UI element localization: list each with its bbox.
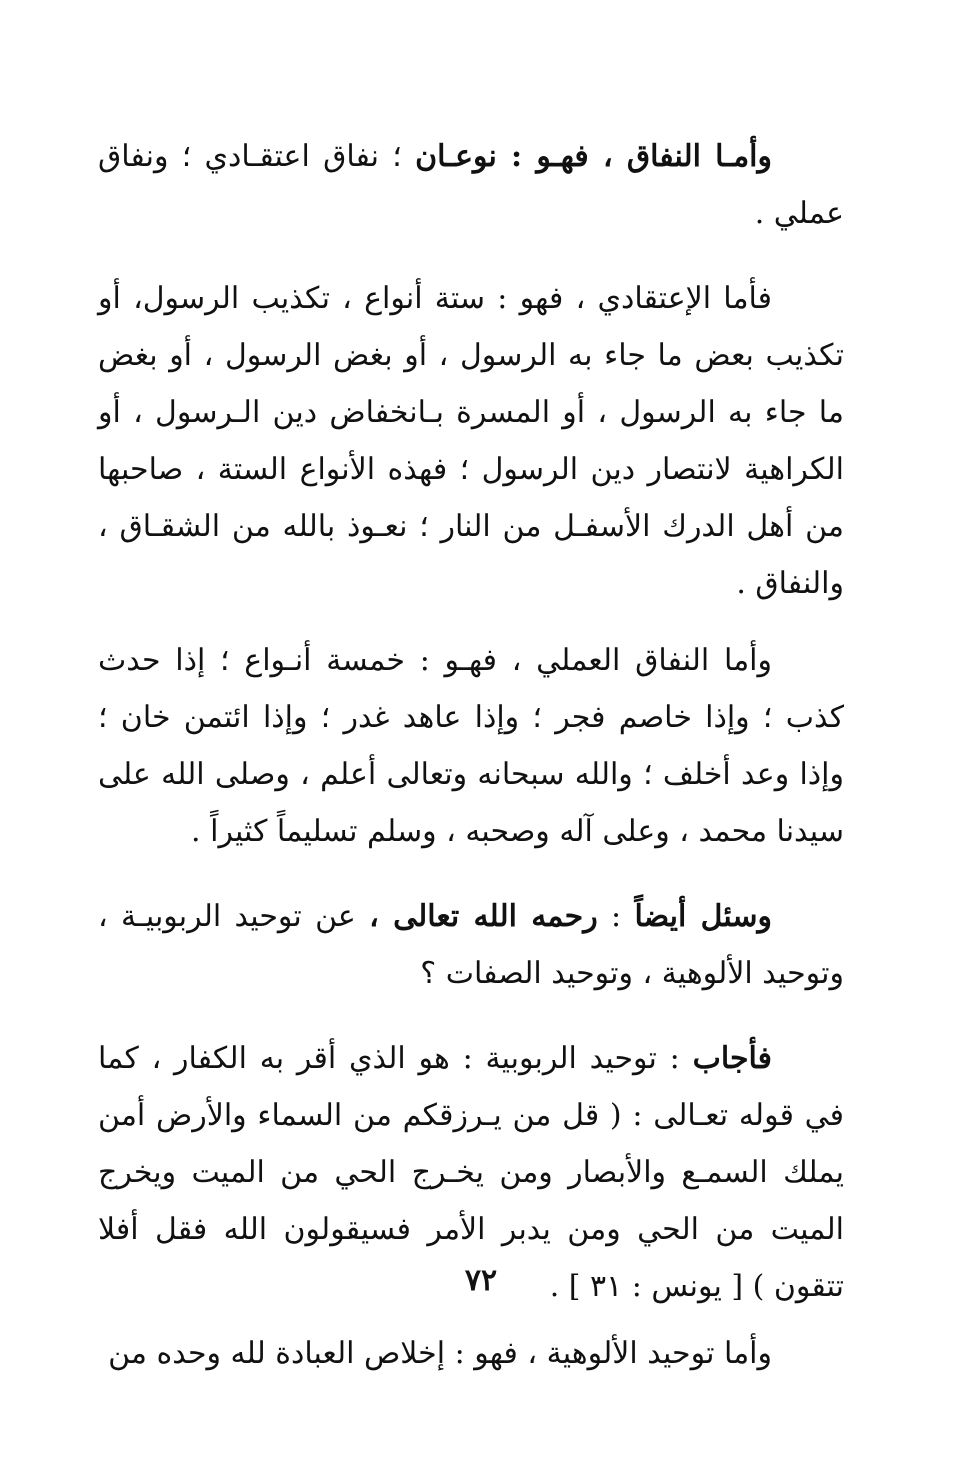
text-span: رحمه الله تعالى ، bbox=[369, 899, 598, 934]
text-span: وأما توحيد الألوهية ، فهو : إخلاص العبادة لله وحده من bbox=[108, 1336, 772, 1371]
paragraph-nifaq-types bbox=[98, 128, 844, 242]
paragraph-question bbox=[98, 888, 844, 1002]
text-span: وأمـا النفاق ، فهـو : نوعـان bbox=[415, 139, 772, 174]
text-span: : bbox=[597, 899, 635, 934]
paragraph-uluhiyya bbox=[98, 1325, 844, 1382]
text-span: ؛ نفاق اعتقـادي ؛ ونفاق عملي . bbox=[98, 139, 844, 231]
text-span: فأما الإعتقادي ، فهو : ستة أنواع ، تكذيب الرسول، أو تكذيب بعض ما جاء به الرسول ، أو بغض الرسول ، أو بغض ما جاء به الرسول ، أو المسرة بـانخفاض دين الـرسول ، أو الكراهية لانتصار دين الرسول ؛ فهذه الأنواع الستة ، صاحبها من أهل الدرك الأسفـل من النار ؛ نعـوذ بالله من الشقـاق ، والنفاق . bbox=[98, 281, 844, 601]
text-span: : توحيد الربوبية : هو الذي أقر به الكفار ، كما في قوله تعـالى : ( قل من يـرزقكم من السماء والأرض أمن يملك السمـع والأبصار ومن يخـرج الحي من الميت ويخرج الميت من الحي ومن يدبر الأمر فسيقولون الله فقل أفلا تتقون ) [ يونس : ٣١ ] . bbox=[98, 1041, 844, 1304]
text-span: عن توحيد الربوبيـة ، وتوحيد الألوهية ، وتوحيد الصفات ؟ bbox=[98, 899, 844, 991]
body-text bbox=[98, 128, 844, 1382]
text-span: وسئل أيضاً bbox=[634, 899, 772, 934]
text-span: فأجاب bbox=[692, 1041, 772, 1076]
page-number: ٧٢ bbox=[464, 1263, 498, 1298]
text-span: وأما النفاق العملي ، فهـو : خمسة أنـواع ؛ إذا حدث كذب ؛ وإذا خاصم فجر ؛ وإذا عاهد غدر ؛ وإذا ائتمن خان ؛ وإذا وعد أخلف ؛ والله سبحانه وتعالى أعلم ، وصلى الله على سيدنا محمد ، وعلى آله وصحبه ، وسلم تسليماً كثيراً . bbox=[98, 643, 844, 849]
paragraph-amali bbox=[98, 632, 844, 860]
paragraph-itiqadi bbox=[98, 270, 844, 612]
